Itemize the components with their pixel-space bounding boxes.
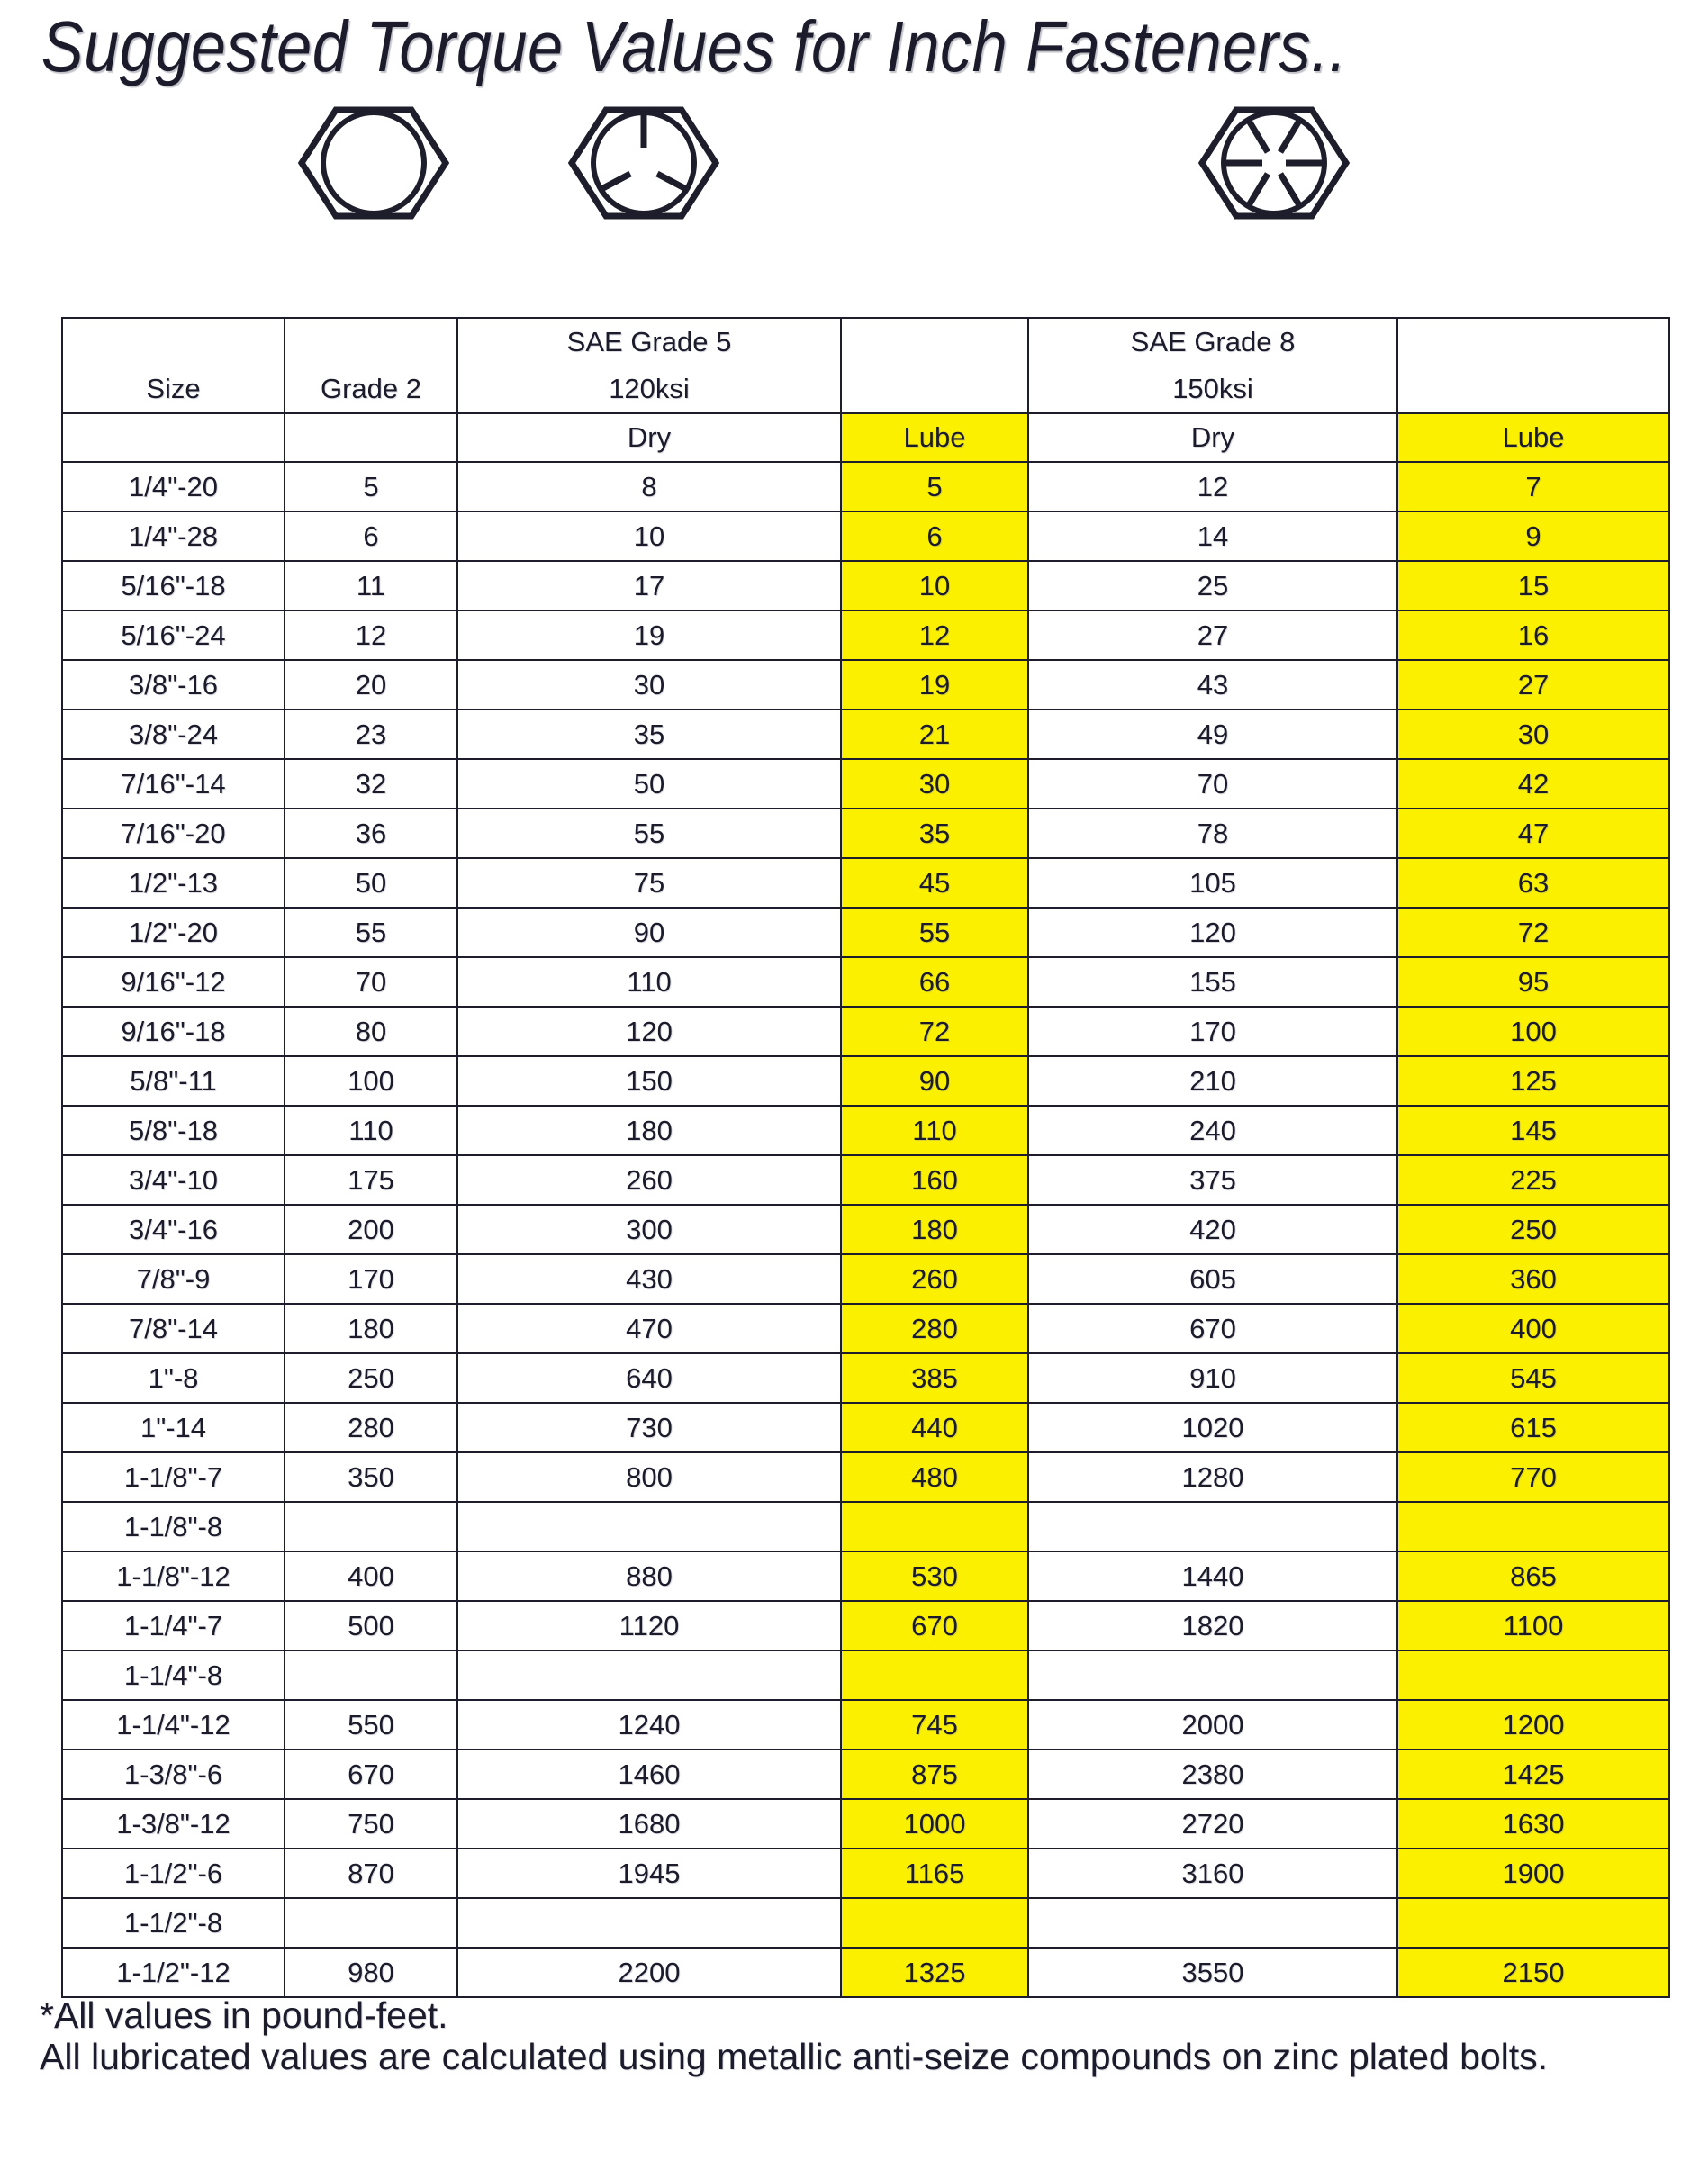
cell-grade8-lube — [1397, 1502, 1669, 1551]
cell-grade5-dry: 1680 — [457, 1799, 841, 1849]
cell-grade2: 32 — [285, 759, 457, 809]
cell-grade5-dry: 110 — [457, 957, 841, 1007]
cell-grade5-dry: 55 — [457, 809, 841, 858]
table-row — [62, 1551, 1669, 1601]
cell-size: 3/4"-16 — [62, 1205, 285, 1254]
cell-size: 1-1/2"-6 — [62, 1849, 285, 1898]
cell-grade8-lube: 125 — [1397, 1056, 1669, 1106]
cell-grade8-dry: 210 — [1028, 1056, 1397, 1106]
subheader-grade8-dry: Dry — [1028, 413, 1397, 462]
cell-grade8-dry: 170 — [1028, 1007, 1397, 1056]
cell-grade5-dry: 10 — [457, 511, 841, 561]
cell-grade8-dry: 240 — [1028, 1106, 1397, 1155]
cell-grade8-lube: 100 — [1397, 1007, 1669, 1056]
cell-grade5-dry: 1945 — [457, 1849, 841, 1898]
table-row — [62, 1700, 1669, 1750]
cell-grade2: 750 — [285, 1799, 457, 1849]
cell-size: 5/16"-18 — [62, 561, 285, 610]
cell-size: 1-1/2"-8 — [62, 1898, 285, 1948]
cell-grade5-lube: 480 — [841, 1452, 1028, 1502]
cell-grade5-dry: 30 — [457, 660, 841, 710]
cell-grade8-lube: 9 — [1397, 511, 1669, 561]
cell-grade8-dry: 25 — [1028, 561, 1397, 610]
cell-grade8-dry: 605 — [1028, 1254, 1397, 1304]
cell-grade5-lube: 19 — [841, 660, 1028, 710]
cell-size: 7/8"-14 — [62, 1304, 285, 1353]
cell-grade5-dry: 1460 — [457, 1750, 841, 1799]
cell-size: 5/8"-18 — [62, 1106, 285, 1155]
cell-grade8-dry — [1028, 1650, 1397, 1700]
cell-grade8-dry: 375 — [1028, 1155, 1397, 1205]
cell-grade5-lube: 90 — [841, 1056, 1028, 1106]
cell-size: 3/4"-10 — [62, 1155, 285, 1205]
cell-grade5-lube: 6 — [841, 511, 1028, 561]
cell-grade5-lube — [841, 1650, 1028, 1700]
table-row — [62, 660, 1669, 710]
cell-grade8-lube: 545 — [1397, 1353, 1669, 1403]
cell-grade5-dry: 19 — [457, 610, 841, 660]
table-row — [62, 561, 1669, 610]
cell-grade8-lube: 770 — [1397, 1452, 1669, 1502]
header-grade8-spacer — [1397, 318, 1669, 413]
cell-grade8-dry: 910 — [1028, 1353, 1397, 1403]
table-row — [62, 1007, 1669, 1056]
cell-size: 9/16"-12 — [62, 957, 285, 1007]
cell-grade2: 350 — [285, 1452, 457, 1502]
cell-grade8-lube: 1630 — [1397, 1799, 1669, 1849]
cell-grade5-lube: 10 — [841, 561, 1028, 610]
table-row — [62, 1403, 1669, 1452]
cell-grade5-dry: 90 — [457, 908, 841, 957]
cell-grade2: 870 — [285, 1849, 457, 1898]
cell-grade5-lube: 12 — [841, 610, 1028, 660]
cell-grade2: 980 — [285, 1948, 457, 1997]
cell-grade5-dry: 50 — [457, 759, 841, 809]
cell-size: 3/8"-16 — [62, 660, 285, 710]
cell-grade8-lube: 72 — [1397, 908, 1669, 957]
cell-grade8-lube: 400 — [1397, 1304, 1669, 1353]
cell-grade8-dry: 27 — [1028, 610, 1397, 660]
cell-grade2: 11 — [285, 561, 457, 610]
cell-grade8-dry: 3160 — [1028, 1849, 1397, 1898]
cell-grade5-dry: 1120 — [457, 1601, 841, 1650]
cell-grade2: 12 — [285, 610, 457, 660]
header-sae-grade-5-line1: SAE Grade 5 — [566, 326, 732, 357]
cell-grade8-dry: 43 — [1028, 660, 1397, 710]
cell-grade8-dry: 3550 — [1028, 1948, 1397, 1997]
cell-grade8-dry: 2720 — [1028, 1799, 1397, 1849]
header-grade5-spacer — [841, 318, 1028, 413]
cell-size: 1-1/2"-12 — [62, 1948, 285, 1997]
header-sae-grade-5-line2: 120ksi — [609, 373, 690, 404]
subheader-grade8-lube: Lube — [1397, 413, 1669, 462]
table-row — [62, 1849, 1669, 1898]
table-row — [62, 1799, 1669, 1849]
cell-grade5-lube: 875 — [841, 1750, 1028, 1799]
cell-grade2: 670 — [285, 1750, 457, 1799]
fastener-head-icons — [0, 104, 1708, 267]
cell-grade2 — [285, 1898, 457, 1948]
cell-grade2: 36 — [285, 809, 457, 858]
cell-grade5-dry: 640 — [457, 1353, 841, 1403]
table-row — [62, 957, 1669, 1007]
header-sae-grade-5 — [457, 318, 841, 413]
cell-grade5-dry: 300 — [457, 1205, 841, 1254]
table-row — [62, 1353, 1669, 1403]
cell-grade5-dry — [457, 1650, 841, 1700]
cell-grade5-lube: 66 — [841, 957, 1028, 1007]
table-row — [62, 1056, 1669, 1106]
cell-grade8-dry: 78 — [1028, 809, 1397, 858]
subheader-grade5-dry: Dry — [457, 413, 841, 462]
cell-grade5-lube: 72 — [841, 1007, 1028, 1056]
cell-grade2: 20 — [285, 660, 457, 710]
footnote-units: *All values in pound-feet. — [40, 1994, 448, 2036]
cell-grade5-dry: 17 — [457, 561, 841, 610]
cell-size: 1"-8 — [62, 1353, 285, 1403]
cell-grade2: 170 — [285, 1254, 457, 1304]
subheader-grade2 — [285, 413, 457, 462]
hex-head-grade5-icon — [567, 104, 720, 222]
cell-grade8-lube: 16 — [1397, 610, 1669, 660]
cell-grade5-dry: 800 — [457, 1452, 841, 1502]
cell-grade5-lube: 55 — [841, 908, 1028, 957]
cell-grade8-lube: 1200 — [1397, 1700, 1669, 1750]
subheader-size — [62, 413, 285, 462]
cell-grade8-dry: 420 — [1028, 1205, 1397, 1254]
torque-table — [61, 317, 1670, 1998]
header-sae-grade-8 — [1028, 318, 1397, 413]
cell-grade2: 100 — [285, 1056, 457, 1106]
table-header — [62, 318, 1669, 462]
footnotes — [40, 1995, 1687, 2078]
header-size: Size — [62, 318, 285, 413]
cell-grade8-dry — [1028, 1502, 1397, 1551]
cell-size: 3/8"-24 — [62, 710, 285, 759]
cell-grade5-dry: 35 — [457, 710, 841, 759]
cell-grade8-lube: 7 — [1397, 462, 1669, 511]
cell-grade8-lube: 865 — [1397, 1551, 1669, 1601]
table-body — [62, 462, 1669, 1997]
cell-grade5-dry: 880 — [457, 1551, 841, 1601]
footnote-lubricated: All lubricated values are calculated using metallic anti-seize compounds on zinc plated bolts. — [40, 2035, 1549, 2077]
cell-grade8-lube: 1425 — [1397, 1750, 1669, 1799]
cell-size: 1/2"-13 — [62, 858, 285, 908]
cell-grade5-dry: 470 — [457, 1304, 841, 1353]
cell-size: 9/16"-18 — [62, 1007, 285, 1056]
header-sae-grade-8-line1: SAE Grade 8 — [1130, 326, 1296, 357]
cell-grade2: 200 — [285, 1205, 457, 1254]
cell-grade8-dry: 120 — [1028, 908, 1397, 957]
cell-size: 1-3/8"-12 — [62, 1799, 285, 1849]
cell-size: 1/2"-20 — [62, 908, 285, 957]
table-row — [62, 710, 1669, 759]
cell-size: 5/16"-24 — [62, 610, 285, 660]
cell-grade5-lube: 530 — [841, 1551, 1028, 1601]
hex-head-grade8-icon — [1197, 104, 1351, 222]
table-row — [62, 462, 1669, 511]
cell-grade8-lube — [1397, 1898, 1669, 1948]
cell-grade8-dry: 49 — [1028, 710, 1397, 759]
table-row — [62, 1601, 1669, 1650]
cell-grade2: 180 — [285, 1304, 457, 1353]
cell-grade2: 80 — [285, 1007, 457, 1056]
cell-grade8-dry: 1820 — [1028, 1601, 1397, 1650]
table-row — [62, 1502, 1669, 1551]
cell-grade8-lube: 1900 — [1397, 1849, 1669, 1898]
cell-grade5-lube: 260 — [841, 1254, 1028, 1304]
cell-grade2 — [285, 1502, 457, 1551]
cell-grade8-dry: 155 — [1028, 957, 1397, 1007]
cell-grade8-lube: 42 — [1397, 759, 1669, 809]
table-row — [62, 1452, 1669, 1502]
cell-grade5-lube: 45 — [841, 858, 1028, 908]
table-row — [62, 1155, 1669, 1205]
cell-grade8-lube: 63 — [1397, 858, 1669, 908]
cell-grade8-dry: 670 — [1028, 1304, 1397, 1353]
table-row — [62, 759, 1669, 809]
cell-grade2: 50 — [285, 858, 457, 908]
hex-head-grade2-icon — [297, 104, 450, 222]
table-row — [62, 1304, 1669, 1353]
cell-grade2: 500 — [285, 1601, 457, 1650]
cell-grade8-lube: 95 — [1397, 957, 1669, 1007]
cell-size: 1-1/4"-7 — [62, 1601, 285, 1650]
cell-grade5-lube — [841, 1502, 1028, 1551]
page-title: Suggested Torque Values for Inch Fasteners.. — [41, 6, 1348, 86]
cell-grade2: 70 — [285, 957, 457, 1007]
cell-grade2: 400 — [285, 1551, 457, 1601]
cell-size: 1-1/8"-12 — [62, 1551, 285, 1601]
header-row-conditions — [62, 413, 1669, 462]
cell-grade5-dry: 260 — [457, 1155, 841, 1205]
table-row — [62, 1898, 1669, 1948]
table-row — [62, 1254, 1669, 1304]
cell-size: 7/8"-9 — [62, 1254, 285, 1304]
cell-grade8-lube: 1100 — [1397, 1601, 1669, 1650]
table-row — [62, 1750, 1669, 1799]
cell-grade8-dry: 14 — [1028, 511, 1397, 561]
cell-grade5-lube: 21 — [841, 710, 1028, 759]
table-row — [62, 610, 1669, 660]
cell-size: 1-1/4"-12 — [62, 1700, 285, 1750]
cell-grade8-lube: 15 — [1397, 561, 1669, 610]
cell-grade8-dry: 1440 — [1028, 1551, 1397, 1601]
table-row — [62, 511, 1669, 561]
cell-size: 1/4"-28 — [62, 511, 285, 561]
cell-grade5-lube: 670 — [841, 1601, 1028, 1650]
cell-grade8-lube: 360 — [1397, 1254, 1669, 1304]
cell-grade2: 250 — [285, 1353, 457, 1403]
cell-grade8-dry: 105 — [1028, 858, 1397, 908]
cell-grade5-lube: 385 — [841, 1353, 1028, 1403]
table-row — [62, 1948, 1669, 1997]
cell-grade5-lube: 110 — [841, 1106, 1028, 1155]
cell-grade2: 110 — [285, 1106, 457, 1155]
cell-grade8-lube: 615 — [1397, 1403, 1669, 1452]
cell-grade5-dry — [457, 1898, 841, 1948]
cell-grade5-lube: 440 — [841, 1403, 1028, 1452]
cell-grade5-dry: 730 — [457, 1403, 841, 1452]
subheader-grade5-lube: Lube — [841, 413, 1028, 462]
cell-grade5-lube: 280 — [841, 1304, 1028, 1353]
cell-grade5-dry: 75 — [457, 858, 841, 908]
cell-size: 1-1/8"-8 — [62, 1502, 285, 1551]
cell-grade5-dry — [457, 1502, 841, 1551]
cell-grade5-dry: 8 — [457, 462, 841, 511]
table-row — [62, 1106, 1669, 1155]
cell-grade8-lube: 30 — [1397, 710, 1669, 759]
cell-grade5-lube: 30 — [841, 759, 1028, 809]
cell-grade8-lube: 2150 — [1397, 1948, 1669, 1997]
cell-grade5-lube: 745 — [841, 1700, 1028, 1750]
cell-grade8-dry — [1028, 1898, 1397, 1948]
cell-grade8-lube: 225 — [1397, 1155, 1669, 1205]
torque-table-container — [61, 317, 1668, 1998]
cell-grade5-lube: 180 — [841, 1205, 1028, 1254]
cell-grade5-lube: 1325 — [841, 1948, 1028, 1997]
cell-grade2: 55 — [285, 908, 457, 957]
cell-grade2: 550 — [285, 1700, 457, 1750]
header-sae-grade-8-line2: 150ksi — [1172, 373, 1253, 404]
cell-grade5-dry: 2200 — [457, 1948, 841, 1997]
cell-grade2: 23 — [285, 710, 457, 759]
cell-grade8-lube: 250 — [1397, 1205, 1669, 1254]
cell-grade5-lube: 35 — [841, 809, 1028, 858]
cell-grade8-lube: 27 — [1397, 660, 1669, 710]
cell-grade5-lube: 160 — [841, 1155, 1028, 1205]
header-grade2: Grade 2 — [285, 318, 457, 413]
cell-size: 5/8"-11 — [62, 1056, 285, 1106]
cell-grade2 — [285, 1650, 457, 1700]
cell-size: 1-1/8"-7 — [62, 1452, 285, 1502]
cell-grade5-dry: 180 — [457, 1106, 841, 1155]
cell-grade5-dry: 120 — [457, 1007, 841, 1056]
cell-grade8-lube: 47 — [1397, 809, 1669, 858]
cell-grade5-dry: 150 — [457, 1056, 841, 1106]
cell-size: 7/16"-14 — [62, 759, 285, 809]
cell-grade2: 5 — [285, 462, 457, 511]
cell-size: 1-1/4"-8 — [62, 1650, 285, 1700]
cell-grade8-lube: 145 — [1397, 1106, 1669, 1155]
table-row — [62, 858, 1669, 908]
table-row — [62, 1205, 1669, 1254]
cell-size: 1-3/8"-6 — [62, 1750, 285, 1799]
cell-grade5-lube: 1000 — [841, 1799, 1028, 1849]
cell-grade8-dry: 70 — [1028, 759, 1397, 809]
cell-grade8-dry: 2000 — [1028, 1700, 1397, 1750]
cell-grade2: 6 — [285, 511, 457, 561]
table-row — [62, 1650, 1669, 1700]
cell-grade8-dry: 1020 — [1028, 1403, 1397, 1452]
table-row — [62, 809, 1669, 858]
cell-grade5-dry: 430 — [457, 1254, 841, 1304]
cell-grade8-dry: 2380 — [1028, 1750, 1397, 1799]
cell-grade8-dry: 12 — [1028, 462, 1397, 511]
cell-grade5-lube — [841, 1898, 1028, 1948]
cell-grade5-lube: 5 — [841, 462, 1028, 511]
cell-size: 1"-14 — [62, 1403, 285, 1452]
cell-grade5-lube: 1165 — [841, 1849, 1028, 1898]
cell-grade2: 280 — [285, 1403, 457, 1452]
cell-grade8-lube — [1397, 1650, 1669, 1700]
header-row-groups — [62, 318, 1669, 413]
table-row — [62, 908, 1669, 957]
cell-size: 7/16"-20 — [62, 809, 285, 858]
cell-grade8-dry: 1280 — [1028, 1452, 1397, 1502]
cell-grade2: 175 — [285, 1155, 457, 1205]
cell-size: 1/4"-20 — [62, 462, 285, 511]
cell-grade5-dry: 1240 — [457, 1700, 841, 1750]
